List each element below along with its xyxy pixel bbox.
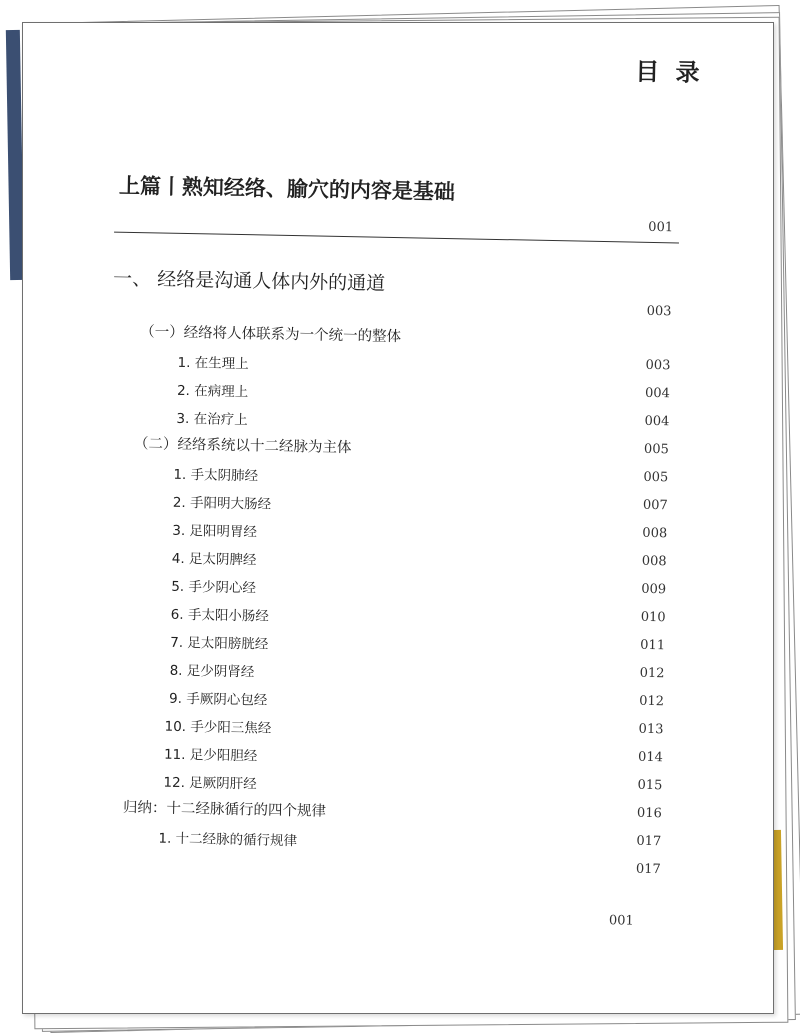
- toc-entry: 1. 十二经脉的循行规律: [158, 830, 298, 850]
- toc-page: [22, 22, 774, 1014]
- toc-entry: 3. 在治疗上: [176, 410, 248, 429]
- toc-entry-page: 004: [644, 413, 670, 430]
- toc-entry: 2. 手阳明大肠经: [172, 494, 272, 513]
- toc-entry: 7. 足太阳膀胱经: [170, 634, 269, 653]
- toc-entry: 10. 手少阳三焦经: [164, 718, 272, 737]
- toc-entry: 1. 在生理上: [177, 354, 249, 373]
- toc-entry-page: 008: [642, 525, 668, 542]
- toc-entry: 3. 足阳明胃经: [172, 522, 258, 541]
- toc-entry-page: 017: [635, 861, 661, 878]
- subsection-title: （一）经络将人体联系为一个统一的整体: [139, 324, 402, 346]
- toc-entry: 4. 足太阴脾经: [171, 550, 257, 569]
- toc-entry-page: 013: [638, 721, 664, 738]
- toc-entry: 11. 足少阳胆经: [163, 746, 258, 765]
- toc-entry-page: 008: [641, 553, 667, 570]
- toc-entry: 12. 足厥阴肝经: [163, 774, 257, 793]
- toc-entry-page: 005: [643, 469, 669, 486]
- toc-content: [22, 22, 774, 1014]
- toc-entry-page: 009: [641, 581, 667, 598]
- part-title: 上篇丨熟知经络、腧穴的内容是基础: [118, 172, 456, 205]
- subsection-title: （二）经络系统以十二经脉为主体: [133, 436, 352, 457]
- toc-entry-page: 015: [637, 777, 663, 794]
- toc-entry: 2. 在病理上: [176, 382, 249, 401]
- toc-entry: 8. 足少阴肾经: [169, 662, 255, 681]
- toc-entry-page: 012: [639, 693, 665, 710]
- toc-entry-page: 011: [640, 637, 666, 654]
- divider: [114, 232, 679, 244]
- summary-page: 016: [636, 805, 662, 822]
- toc-entry: 1. 手太阴肺经: [173, 466, 259, 485]
- toc-entry-page: 012: [639, 665, 665, 682]
- part-page: 001: [648, 219, 674, 236]
- page-number: 001: [608, 913, 634, 929]
- toc-entry-page: 004: [644, 385, 671, 402]
- toc-entry-page: 007: [642, 497, 668, 514]
- section-page: 003: [646, 303, 672, 320]
- toc-entry-page: 003: [645, 357, 671, 374]
- toc-entry-page: 017: [636, 833, 662, 850]
- toc-entry: 6. 手太阳小肠经: [170, 606, 270, 625]
- toc-entry: 5. 手少阴心经: [171, 578, 257, 597]
- summary-title: 归纳：十二经脉循行的四个规律: [122, 799, 327, 820]
- toc-entry-page: 010: [640, 609, 666, 626]
- toc-entry-page: 014: [637, 749, 664, 766]
- section-title: 一、 经络是沟通人体内外的通道: [112, 267, 386, 295]
- subsection-page: 005: [643, 441, 669, 458]
- page-title: 目 录: [634, 56, 704, 87]
- toc-entry: 9. 手厥阴心包经: [168, 690, 268, 709]
